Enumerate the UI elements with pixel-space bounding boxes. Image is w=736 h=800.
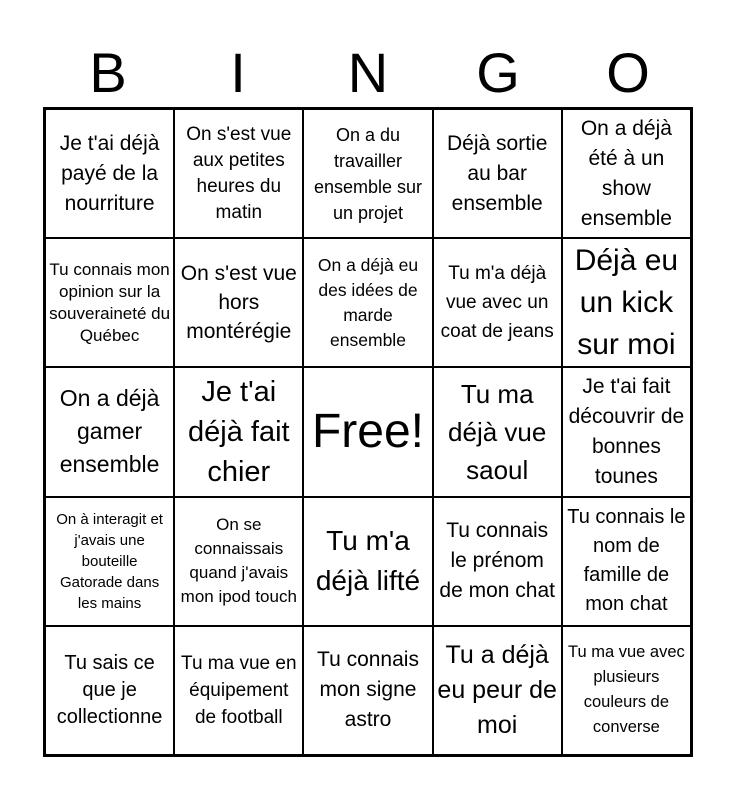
bingo-cell-text: Tu ma vue avec plusieurs couleurs de converse	[568, 643, 685, 737]
bingo-cell-text: On a déjà gamer ensemble	[59, 385, 160, 478]
bingo-cell-text: Déjà eu un kick sur moi	[574, 243, 679, 361]
bingo-cell[interactable]	[562, 626, 691, 755]
bingo-cell-text: On a du travailler ensemble sur un projet	[313, 124, 423, 223]
header-letter-i: I	[230, 41, 246, 104]
bingo-cell[interactable]	[45, 238, 174, 367]
bingo-cell[interactable]	[433, 367, 562, 496]
free-cell-text: Free!	[311, 404, 424, 458]
bingo-grid	[43, 107, 693, 757]
bingo-cell[interactable]	[45, 626, 174, 755]
header-letter-n: N	[347, 41, 389, 104]
bingo-cell-text: Tu connais le nom de famille de mon chat	[567, 506, 686, 616]
bingo-cell[interactable]	[174, 238, 303, 367]
bingo-cell[interactable]	[433, 109, 562, 238]
bingo-cell-text: On a déjà eu des idées de marde ensemble	[317, 254, 419, 350]
bingo-cell-text: Je t'ai déjà fait chier	[188, 375, 290, 488]
bingo-cell-text: On se connaissais quand j'avais mon ipod touch	[180, 515, 297, 607]
header-letter-o: O	[606, 41, 650, 104]
bingo-cell[interactable]	[45, 497, 174, 626]
bingo-cell-text: On s'est vue hors montérégie	[180, 262, 297, 344]
bingo-cell-text: Je t'ai déjà payé de la nourriture	[59, 131, 160, 215]
bingo-cell[interactable]	[45, 109, 174, 238]
bingo-cell-text: Tu connais le prénom de mon chat	[439, 519, 555, 603]
bingo-cell[interactable]	[174, 367, 303, 496]
bingo-cell[interactable]	[433, 497, 562, 626]
bingo-cell[interactable]	[174, 109, 303, 238]
bingo-cell[interactable]	[303, 109, 432, 238]
bingo-cell-text: Tu m'a déjà lifté	[315, 525, 421, 597]
bingo-cell[interactable]	[562, 238, 691, 367]
bingo-cell[interactable]	[303, 497, 432, 626]
bingo-cell-text: Déjà sortie au bar ensemble	[447, 131, 548, 215]
bingo-cell[interactable]	[45, 367, 174, 496]
bingo-cell-text: On a déjà été à un show ensemble	[580, 116, 672, 230]
bingo-cell-text: Tu ma déjà vue saoul	[448, 378, 547, 485]
bingo-cell-text: Tu ma vue en équipement de football	[181, 652, 297, 728]
bingo-cell[interactable]	[174, 626, 303, 755]
bingo-cell-text: Tu sais ce que je collectionne	[56, 651, 163, 728]
bingo-cell[interactable]	[562, 497, 691, 626]
bingo-cell-text: Tu a déjà eu peur de moi	[437, 640, 557, 739]
bingo-cell[interactable]	[303, 626, 432, 755]
bingo-cell[interactable]	[562, 109, 691, 238]
bingo-cell-text: Tu m'a déjà vue avec un coat de jeans	[440, 263, 554, 343]
bingo-cell[interactable]	[562, 367, 691, 496]
bingo-cell[interactable]	[433, 626, 562, 755]
bingo-cell-text: On à interagit et j'avais une bouteille Gatorade dans les mains	[56, 510, 163, 612]
bingo-cell-text: Tu connais mon signe astro	[317, 648, 419, 732]
bingo-header	[43, 38, 693, 108]
bingo-cell[interactable]	[303, 238, 432, 367]
free-cell[interactable]	[303, 367, 432, 496]
bingo-cell-text: Tu connais mon opinion sur la souveraineté du Québec	[49, 259, 171, 345]
bingo-cell-text: Je t'ai fait découvrir de bonnes tounes	[568, 374, 685, 488]
header-letter-g: G	[476, 41, 520, 104]
bingo-cell[interactable]	[433, 238, 562, 367]
bingo-cell-text: On s'est vue aux petites heures du matin	[186, 123, 292, 223]
bingo-cell[interactable]	[174, 497, 303, 626]
header-letter-b: B	[89, 41, 127, 104]
